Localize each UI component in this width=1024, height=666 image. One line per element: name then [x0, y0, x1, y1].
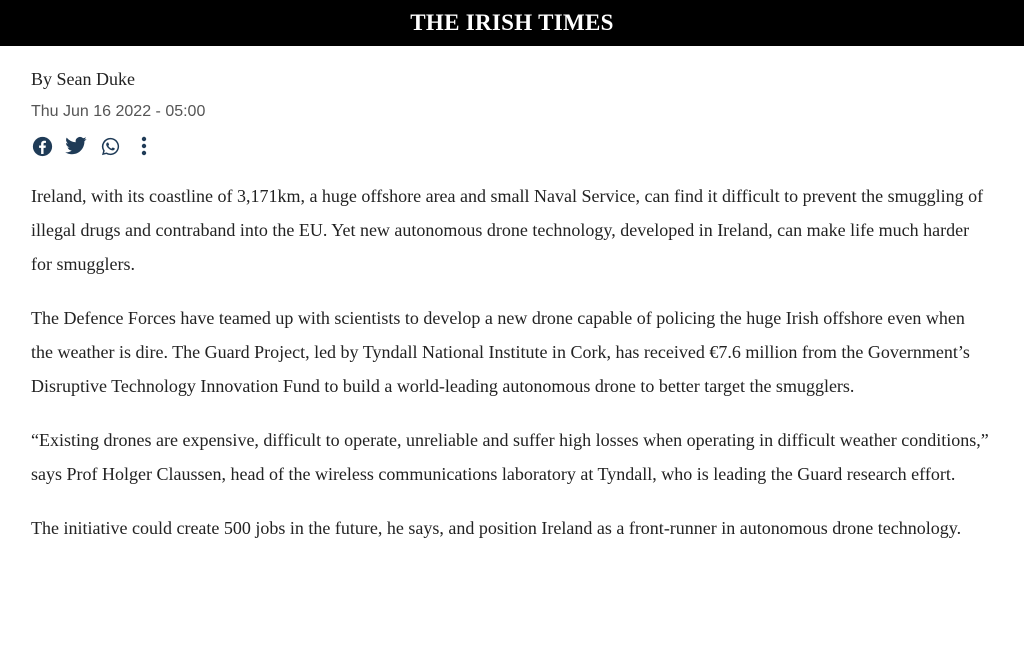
paragraph-1: Ireland, with its coastline of 3,171km, a huge offshore area and small Naval Service, can find it difficult to prevent the smuggling of illegal drugs and contraband into the EU. Yet new autonomous drone technology, developed in Ireland, can make life much harder for smugglers. [31, 186, 984, 274]
paragraph-4: The initiative could create 500 jobs in the future, he says, and position Ireland as a front-runner in autonomous drone technology. [31, 518, 962, 538]
paragraph-2: The Defence Forces have teamed up with scientists to develop a new drone capable of policing the huge Irish offshore even when the weather is dire. The Guard Project, led by Tyndall National Institute in Cork, has received €7.6 million from the Government’s Disruptive Technology Innovation Fund to build a world-leading autonomous drone to better target the smugglers. [31, 308, 970, 396]
masthead-title[interactable]: THE IRISH TIMES [410, 10, 614, 35]
facebook-icon[interactable] [31, 135, 53, 157]
twitter-icon[interactable] [65, 135, 87, 157]
byline: By Sean Duke [31, 69, 135, 89]
more-options-icon[interactable] [133, 135, 155, 157]
whatsapp-icon[interactable] [99, 135, 121, 157]
masthead [0, 0, 1024, 46]
article [0, 68, 1024, 545]
publish-date: Thu Jun 16 2022 - 05:00 [31, 103, 206, 120]
article-body [31, 179, 993, 545]
share-bar [31, 134, 993, 158]
paragraph-3: “Existing drones are expensive, difficult to operate, unreliable and suffer high losses when operating in difficult weather conditions,” says Prof Holger Claussen, head of the wireless communications laboratory at Tyndall, who is leading the Guard research effort. [31, 430, 989, 484]
